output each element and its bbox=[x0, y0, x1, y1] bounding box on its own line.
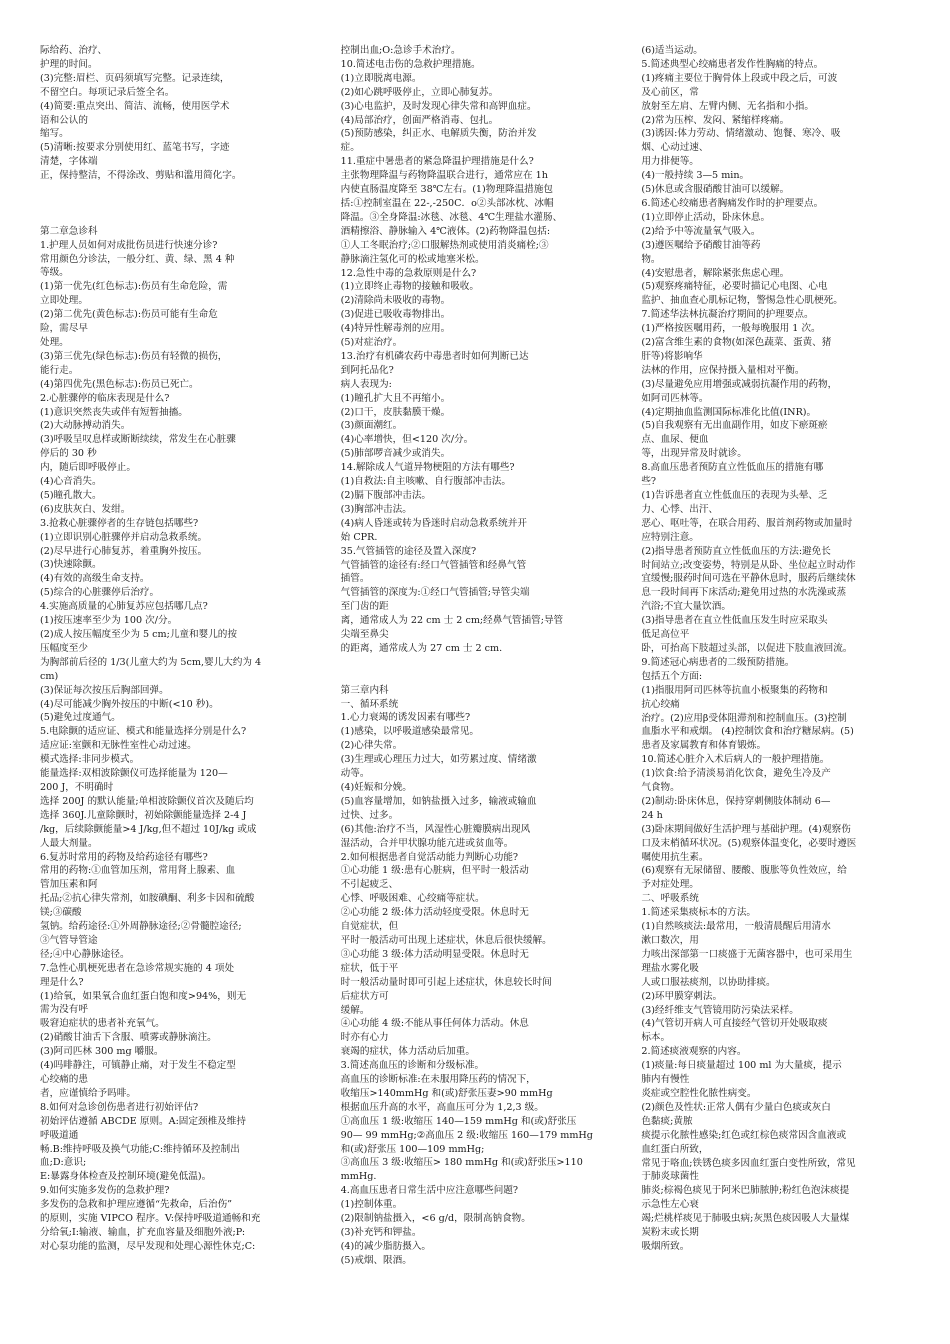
text-line: 停后的 30 秒 bbox=[40, 448, 97, 460]
text-line: (2)环甲膜穿刺法。 bbox=[641, 990, 723, 1002]
text-line: (2)制动:卧床休息，保持穿刺侧肢体制动 6— bbox=[641, 795, 831, 807]
text-line: 90— 99 mmHg;②高血压 2 级:收缩压 160—179 mmHg bbox=[340, 1129, 593, 1141]
text-column-middle bbox=[341, 44, 622, 1334]
text-line: 漱口数次，用 bbox=[641, 935, 699, 946]
text-line: 物。 bbox=[641, 253, 661, 265]
text-line: (1)自然咳痰法:最常用，一般清晨醒后用清水 bbox=[641, 921, 831, 933]
text-line: 模式选择:非同步模式。 bbox=[40, 754, 140, 766]
text-line: (4)安慰患者，解除紧张焦虑心理。 bbox=[641, 267, 790, 279]
text-line: 的距离，通常成人为 27 cm 士 2 cm. bbox=[340, 642, 503, 654]
text-line: 收缩压>140mmHg 和(或)舒张压妻>90 mmHg bbox=[340, 1087, 553, 1099]
text-line: 8.高血压患者预防直立性低血压的措施有哪 bbox=[641, 462, 824, 474]
text-line: (5)戒烟、限酒。 bbox=[340, 1254, 412, 1266]
text-line: 始 CPR. bbox=[340, 531, 378, 543]
text-line: 立即处理。 bbox=[40, 295, 88, 307]
text-line: 心绞痛的患 bbox=[40, 1074, 88, 1086]
text-line: (2)给予中等流量氧气吸入。 bbox=[641, 225, 761, 237]
text-line: (2)心律失常。 bbox=[340, 740, 403, 752]
text-line: 用力排便等。 bbox=[641, 156, 699, 168]
text-line: 一、循环系统 bbox=[340, 698, 399, 710]
text-line: 理盐水雾化吸 bbox=[641, 962, 699, 974]
text-line: 动等。 bbox=[340, 768, 370, 780]
text-line: 至门齿的距 bbox=[340, 601, 389, 613]
text-line: 口及末梢循环状况。(5)观察体温变化，必要时遵医 bbox=[641, 837, 857, 849]
text-line: 心悸、呼吸困难、心绞痛等症状。 bbox=[340, 893, 485, 905]
text-line: (4)心率增快，但<120 次/分。 bbox=[340, 434, 474, 446]
text-line: 血;D:意识; bbox=[40, 1157, 87, 1169]
text-line: (3)诱因:体力劳动、情绪激动、饱餐、寒冷、吸 bbox=[641, 128, 841, 140]
text-line: 时亦有心力 bbox=[340, 1032, 389, 1044]
text-line: 症。 bbox=[340, 142, 360, 154]
text-line: 第三章内科 bbox=[340, 684, 389, 696]
text-line: 主张物理降温与药物降温联合进行，通常应在 1h bbox=[340, 170, 548, 182]
text-line: 时间站立;改变姿势，特别是从卧、坐位起立时动作 bbox=[641, 559, 856, 571]
text-line: 湿活动，合并甲状腺功能亢进或贫血等。 bbox=[340, 837, 514, 849]
text-line: 缓解。 bbox=[340, 1004, 370, 1016]
text-line: 示急性左心衰 bbox=[641, 1199, 699, 1211]
text-line: (4)局部治疗，创面严格消毒、包扎。 bbox=[340, 114, 499, 126]
text-line: 人最大剂量。 bbox=[40, 837, 98, 849]
text-line: (1)感染，以呼吸道感染最常见。 bbox=[340, 726, 479, 738]
text-line: 炎症或空腔性化脓性病变。 bbox=[641, 1087, 757, 1099]
text-line: 等，出现异常及时就诊。 bbox=[641, 448, 747, 460]
text-line: 3.简述高血压的诊断和分级标准。 bbox=[340, 1060, 485, 1072]
text-line: 7.简述华法林抗凝治疗期间的护理要点。 bbox=[641, 309, 814, 321]
text-line: (6)其他:治疗不当，风湿性心脏瓣膜病出现风 bbox=[340, 823, 531, 835]
text-line: (1)立即识别心脏骤停并启动急救系统。 bbox=[40, 531, 208, 543]
text-line: (1)严格按医嘱用药，一般每晚服用 1 次。 bbox=[641, 323, 821, 335]
text-line: 1.护理人员如何对成批伤员进行快速分诊? bbox=[40, 239, 218, 251]
text-line: mmHg. bbox=[340, 1171, 377, 1183]
text-line: 应特别注意。 bbox=[641, 531, 699, 543]
text-line: (4)尽可能减少胸外按压的中断(<10 秒)。 bbox=[40, 698, 219, 710]
text-line: (3)遵医嘱给予硝酸甘油等药 bbox=[641, 239, 761, 251]
text-line: 者，应谨慎给予吗啡。 bbox=[40, 1087, 136, 1099]
text-line: 后症状方可 bbox=[340, 990, 389, 1002]
text-line: 肺内有慢性 bbox=[641, 1074, 690, 1086]
text-line: (2)常为压榨、发闷、紧缩样疼痛。 bbox=[641, 114, 790, 126]
text-line: 为胸部前后径的 1/3(儿童大约为 5cm,婴儿大约为 4 bbox=[40, 656, 262, 668]
text-line: (3)完整:眉栏、页码须填写完整。记录连续， bbox=[40, 72, 230, 84]
text-line: (3)快速除颤。 bbox=[40, 559, 102, 571]
text-line: 托品;②抗心律失常剂，如胺碘酮、利多卡因和硫酸 bbox=[40, 893, 255, 905]
text-line: 内，随后即呼吸停止。 bbox=[40, 462, 136, 474]
text-line: (1)立即停止活动，卧床休息。 bbox=[641, 211, 771, 223]
text-line: 正，保持整洁，不得涂改、剪贴和滥用简化字。 bbox=[40, 170, 242, 182]
text-line: (2)清除尚未吸收的毒物。 bbox=[340, 295, 451, 307]
text-line: (3)心电监护，及时发现心律失常和高钾血症。 bbox=[340, 100, 537, 112]
text-line: (3)生理或心理压力过大，如劳累过度、情绪激 bbox=[340, 754, 537, 766]
text-line: (1)告诉患者直立性低血压的表现为头晕、乏 bbox=[641, 490, 828, 501]
text-line: (2)膈下腹部冲击法。 bbox=[340, 490, 432, 501]
text-line: 适应证:室颤和无脉性室性心动过速。 bbox=[40, 740, 197, 752]
text-line: (1)痰量:每日痰量超过 100 ml 为大量痰，提示 bbox=[641, 1060, 842, 1072]
text-line: 血红蛋白所致， bbox=[641, 1143, 709, 1155]
text-column-right bbox=[641, 44, 922, 1334]
text-line: 不引起疲乏、 bbox=[340, 879, 399, 891]
text-line: (3)卧床期间做好生活护理与基础护理。(4)观察伤 bbox=[641, 823, 851, 835]
text-line: ①人工冬眠治疗;②口服解热剂或使用消炎痛栓;③ bbox=[340, 239, 549, 251]
text-line: (3)阿司匹林 300 mg 嚼服。 bbox=[40, 1046, 164, 1058]
text-line: (1)第一优先(红色标志):伤员有生命危险，需 bbox=[40, 281, 228, 293]
text-line: 8.如何对急诊创伤患者进行初始评估? bbox=[40, 1101, 199, 1113]
text-line: 内使直肠温度降至 38℃左右。(1)物理降温措施包 bbox=[340, 184, 553, 196]
text-line: 人或口服祛痰剂，以协助排痰。 bbox=[641, 976, 776, 988]
text-line: 患者及家属教育和体育锻炼。 bbox=[641, 740, 767, 752]
text-line: (1)按压速率至少为 100 次/分。 bbox=[40, 615, 178, 627]
text-line: 力咳出深部第一口痰盛于无菌容器中，也可采用生 bbox=[641, 948, 853, 960]
text-line: (6)观察有无尿储留、腰酸、腹胀等负性效应，给 bbox=[641, 865, 847, 877]
text-line: 1.心力衰竭的诱发因素有哪些? bbox=[340, 712, 471, 724]
text-line: (3)颜面潮红。 bbox=[340, 420, 403, 432]
text-line: 际给药、治疗、 bbox=[40, 45, 108, 56]
text-line: (4)定期抽血监测国际标准化比值(INR)。 bbox=[641, 406, 817, 418]
text-line: 及心前区，常 bbox=[641, 86, 699, 98]
text-line: 肺炎;棕褐色痰见于阿米巴肺脓肿;粉红色泡沫痰提 bbox=[641, 1185, 850, 1197]
text-line: 初始评估遵循 ABCDE 原则。A:固定颈椎及维持 bbox=[40, 1115, 246, 1127]
text-line: 竭;烂桃样痰见于肺吸虫病;灰黑色痰因吸人大量煤 bbox=[641, 1213, 850, 1225]
text-line: 12.急性中毒的急救原则是什么? bbox=[340, 267, 477, 279]
text-line: 到阿托品化? bbox=[340, 364, 394, 376]
text-line: (4)有效的高级生命支持。 bbox=[40, 573, 150, 585]
text-line: (4)简要:重点突出、简洁、流畅，使用医学术 bbox=[40, 100, 230, 112]
text-line: 酒精擦浴、静脉输入 4℃液体。(2)药物降温包括: bbox=[340, 225, 551, 237]
text-line: 对心泵功能的监测，尽早发现和处理心源性休克;C: bbox=[40, 1240, 256, 1252]
blank-line bbox=[341, 670, 622, 684]
text-line: 些? bbox=[641, 476, 657, 488]
text-line: (4)特异性解毒剂的应用。 bbox=[340, 323, 451, 335]
text-line: 的原则，实施 VIPCO 程序。V:保持呼吸道通畅和充 bbox=[40, 1213, 261, 1225]
blank-line bbox=[40, 183, 321, 197]
text-line: 控制出血;O:急诊手术治疗。 bbox=[340, 45, 461, 56]
text-line: 7.急性心肌梗死患者在急诊常规实施的 4 项处 bbox=[40, 962, 235, 974]
text-line: 理是什么? bbox=[40, 976, 84, 988]
text-line: 尖端至鼻尖 bbox=[340, 629, 389, 641]
text-line: (2)指导患者预防直立性低血压的方法:避免长 bbox=[641, 545, 831, 557]
text-line: 1.简述采集痰标本的方法。 bbox=[641, 907, 757, 919]
text-line: (2)大动脉搏动消失。 bbox=[40, 420, 131, 432]
text-line: (2)如心跳呼吸停止，立即心肺复苏。 bbox=[340, 86, 499, 98]
text-line: 等级。 bbox=[40, 267, 69, 279]
text-line: ②心功能 2 级:体力活动轻度受限。休息时无 bbox=[340, 907, 529, 919]
text-line: 径;④中心静脉途径。 bbox=[40, 948, 130, 960]
text-line: 力、心悸、出汗、 bbox=[641, 503, 719, 515]
text-line: (5)肺部啰音减少或消失。 bbox=[340, 448, 451, 460]
text-line: (1)瞳孔扩大且不再缩小。 bbox=[340, 392, 451, 404]
text-line: (4)病人昏迷或转为昏迷时启动急救系统并开 bbox=[340, 517, 527, 529]
text-line: 9.简述冠心病患者的二级预防措施。 bbox=[641, 656, 795, 668]
text-line: 时一般活动量时即可引起上述症状，休息较长时间 bbox=[340, 976, 552, 988]
text-line: 24 h bbox=[641, 809, 663, 821]
text-line: 根据血压升高的水平，高血压可分为 1,2,3 级。 bbox=[340, 1101, 544, 1113]
text-line: 降温。③全身降温:冰毯、冰毯、4℃生理盐水灌肠、 bbox=[340, 211, 563, 223]
text-line: 点、血尿、便血 bbox=[641, 434, 709, 446]
text-line: (2)硝酸甘油舌下含服、喷雾或静脉滴注。 bbox=[40, 1032, 217, 1044]
text-line: (5)预防感染，纠正水、电解质失衡，防治并发 bbox=[340, 128, 537, 140]
text-line: (3)保证每次按压后胸部回弹。 bbox=[40, 684, 169, 696]
text-line: 包括五个方面: bbox=[641, 670, 703, 682]
text-line: 嘱使用抗生素。 bbox=[641, 851, 709, 863]
text-line: 处理。 bbox=[40, 336, 69, 348]
text-line: (3)补充钙和钾盐。 bbox=[340, 1227, 422, 1238]
text-line: 卧，可抬高下肢超过头部，以促进下肢血液回流。 bbox=[641, 642, 853, 654]
text-line: 吸烟所致。 bbox=[641, 1240, 690, 1252]
text-line: cm) bbox=[40, 670, 59, 682]
text-line: 常见于咯血;铁锈色痰多因血红蛋白变性所致，常见 bbox=[641, 1157, 856, 1169]
text-line: 抗心绞痛 bbox=[641, 698, 680, 710]
text-line: 多发伤的急救和护理应遵循“先救命，后治伤” bbox=[40, 1199, 233, 1211]
text-line: 能量选择:双相波除颤仪可选择能量为 120— bbox=[40, 768, 228, 780]
text-line: 自觉症状，但 bbox=[340, 921, 399, 933]
text-line: 5.简述典型心绞痛患者发作性胸痛的特点。 bbox=[641, 58, 824, 70]
text-line: (1)意识突然丧失或伴有短暂抽搐。 bbox=[40, 406, 188, 418]
text-line: 气管插管的深度为:①经口气管插管;导管尖端 bbox=[340, 587, 530, 599]
text-line: (4)气管切开病人可直接经气管切开处吸取痰 bbox=[641, 1018, 828, 1030]
text-line: 高血压的诊断标准:在未服用降压药的情况下， bbox=[340, 1074, 536, 1086]
text-line: (3)经纤维支气管镜用防污染法采样。 bbox=[641, 1004, 799, 1016]
text-line: 气管插管的途径有:经口气管插管和经鼻气管 bbox=[340, 559, 527, 571]
text-line: 缩写。 bbox=[40, 128, 69, 140]
text-line: ③气管导管途 bbox=[40, 934, 98, 946]
text-line: 和(或)舒张压 100—109 mmHg; bbox=[340, 1143, 485, 1155]
text-line: (4)一般持续 3—5 min。 bbox=[641, 170, 750, 182]
text-line: 4.高血压患者日常生活中应注意哪些问题? bbox=[340, 1185, 519, 1197]
text-line: 平时一般活动可出现上述症状，休息后很快缓解。 bbox=[340, 934, 552, 946]
text-line: (1)给氧，如果氧合血红蛋白饱和度>94%，则无 bbox=[40, 990, 247, 1002]
text-line: (5)观察疼痛特征，必要时描记心电图、心电 bbox=[641, 281, 828, 293]
text-line: 4.实施高质量的心肺复苏应包括哪几点? bbox=[40, 601, 208, 613]
text-line: 语和公认的 bbox=[40, 114, 88, 126]
text-line: (2)颜色及性状:正常人偶有少量白色痰或灰白 bbox=[641, 1101, 831, 1113]
text-line: 6.简述心绞痛患者胸痛发作时的护理要点。 bbox=[641, 197, 824, 209]
text-line: 险，需尽早 bbox=[40, 323, 88, 335]
text-line: E:暴露身体检查及控制环境(避免低温)。 bbox=[40, 1171, 212, 1183]
text-line: 离，通常成人为 22 cm 士 2 cm;经鼻气管插管;导管 bbox=[340, 615, 564, 627]
text-line: 镁;③碳酸 bbox=[40, 907, 82, 919]
text-line: 烟、心动过速、 bbox=[641, 142, 709, 154]
text-line: 衰竭的症状，体力活动后加重。 bbox=[340, 1046, 475, 1058]
text-line: ④心功能 4 级:不能从事任何体力活动。休息 bbox=[340, 1018, 529, 1030]
text-line: 炭粉末或长期 bbox=[641, 1227, 699, 1239]
text-line: 括:①控制室温在 22-,-250C．o②头部冰枕、冰帽 bbox=[340, 197, 554, 209]
text-line: ③高血压 3 级:收缩压> 180 mmHg 和(或)舒张压>110 bbox=[340, 1157, 583, 1169]
text-line: 2.心脏骤停的临床表现是什么? bbox=[40, 392, 170, 404]
text-line: 监护、抽血查心肌标记物，警惕急性心肌梗死。 bbox=[641, 295, 843, 307]
text-line: 10.简述心脏介入术后病人的一般护理措施。 bbox=[641, 754, 830, 766]
text-line: (3)尽量避免应用增强或减弱抗凝作用的药物， bbox=[641, 378, 838, 390]
text-line: (5)清晰:按要求分别使用红、蓝笔书写，字迹 bbox=[40, 142, 230, 154]
text-line: (6)适当运动。 bbox=[641, 45, 703, 56]
text-line: 标本。 bbox=[641, 1032, 671, 1044]
text-line: (1)饮食:给予清淡易消化饮食，避免生冷及产 bbox=[641, 768, 831, 780]
text-line: 常用的药物:①血管加压剂，常用肾上腺素、血 bbox=[40, 865, 236, 877]
text-line: (2)尽早进行心肺复苏，着重胸外按压。 bbox=[40, 545, 208, 557]
text-line: 2.简述痰液观察的内容。 bbox=[641, 1046, 747, 1058]
text-line: 呼吸道通 bbox=[40, 1129, 79, 1141]
text-line: ③心功能 3 级:体力活动明显受限。休息时无 bbox=[340, 948, 529, 960]
text-line: (2)成人按压幅度至少为 5 cm;儿童和婴儿的按 bbox=[40, 629, 237, 641]
text-line: (4)妊娠和分娩。 bbox=[340, 782, 412, 793]
text-line: 清楚，字体端 bbox=[40, 156, 98, 168]
text-line: 恶心、呕吐等，在联合用药、服首剂药物或加量时 bbox=[641, 517, 853, 529]
text-line: 畅.B:维持呼吸及换气功能;C:维持循环及控制出 bbox=[40, 1143, 240, 1155]
text-line: (1)疼痛主要位于胸骨体上段或中段之后，可波 bbox=[641, 72, 838, 84]
text-line: (6)皮肤灰白、发绀。 bbox=[40, 503, 131, 515]
text-line: 过快、过多。 bbox=[340, 809, 399, 821]
text-line: 护理的时间。 bbox=[40, 58, 98, 70]
text-line: (5)血容量增加，如钠盐摄入过多，输液或输血 bbox=[340, 795, 537, 807]
text-line: 汽浴;不宜大量饮酒。 bbox=[641, 601, 731, 613]
text-line: 病人表现为: bbox=[340, 378, 392, 390]
text-line: ①心功能 1 级:患有心脏病，但平时一般活动 bbox=[340, 865, 529, 877]
text-line: 血脂水平和戒烟。 (4)控制饮食和治疗糖尿病。(5) bbox=[641, 726, 854, 738]
text-line: 能行走。 bbox=[40, 364, 79, 376]
text-line: /kg，后续除颤能量>4 J/kg,但不超过 10J/kg 或成 bbox=[40, 823, 257, 835]
text-line: (2)口干，皮肤黏膜干燥。 bbox=[340, 406, 451, 418]
text-line: (5)避免过度通气。 bbox=[40, 712, 121, 724]
text-line: 管加压素和阿 bbox=[40, 879, 98, 891]
text-line: 3.抢救心脏骤停者的生存链包括哪些? bbox=[40, 517, 199, 529]
text-line: 色黏痰;黄脓 bbox=[641, 1115, 693, 1127]
text-line: 需为没有呼 bbox=[40, 1004, 88, 1016]
blank-line bbox=[40, 197, 321, 211]
text-line: 10.简述电击伤的急救护理措施。 bbox=[340, 58, 481, 70]
text-line: (3)指导患者在直立性低血压发生时应采取头 bbox=[641, 615, 828, 627]
text-line: (5)瞳孔散大。 bbox=[40, 489, 102, 501]
text-line: 插管。 bbox=[340, 573, 370, 585]
text-line: 选择 200J 的默认能量;单相波除颤仪首次及随后均 bbox=[40, 795, 254, 807]
text-line: (3)呼吸呈叹息样或断断续续，常发生在心脏骤 bbox=[40, 434, 236, 446]
text-line: 常用颜色分诊法，一般分红、黄、绿、黑 4 种 bbox=[40, 253, 235, 265]
text-line: 200 J，不明确时 bbox=[40, 781, 114, 793]
text-line: 11.重症中暑患者的紧急降温护理措施是什么? bbox=[340, 156, 534, 168]
text-line: 2.如何根据患者自觉活动能力判断心功能? bbox=[340, 851, 519, 863]
text-line: 宜缓慢;服药时间可选在平静休息时，服药后继续休 bbox=[641, 573, 856, 585]
text-line: 治疗。(2)应用β受体阻滞剂和控制血压。(3)控制 bbox=[641, 712, 847, 724]
text-column-left bbox=[40, 44, 321, 1334]
blank-line bbox=[341, 656, 622, 670]
text-line: (1)立即脱离电源。 bbox=[340, 72, 422, 84]
text-line: (1)立即终止毒物的接触和吸收。 bbox=[340, 281, 479, 293]
text-line: 6.复苏时常用的药物及给药途径有哪些? bbox=[40, 851, 208, 863]
text-line: 5.电除颤的适应证、模式和能量选择分别是什么? bbox=[40, 726, 247, 738]
text-line: (5)休息或含服硝酸甘油可以缓解。 bbox=[641, 184, 790, 196]
text-line: (3)促进已吸收毒物排出。 bbox=[340, 309, 451, 321]
text-line: ①高血压 1 级:收缩压 140—159 mmHg 和(或)舒张压 bbox=[340, 1115, 577, 1127]
text-line: 二、呼吸系统 bbox=[641, 893, 699, 905]
text-line: (1)指服用阿司匹林等抗血小板聚集的药物和 bbox=[641, 684, 828, 696]
text-line: 予对症处理。 bbox=[641, 879, 699, 891]
text-line: 不留空白。每项记录后签全名。 bbox=[40, 86, 175, 98]
text-line: (5)对症治疗。 bbox=[340, 337, 403, 349]
text-line: 压幅度至少 bbox=[40, 642, 88, 654]
text-line: (2)富含维生素的食物(如深色蔬菜、蛋黄、猪 bbox=[641, 337, 832, 349]
text-line: 第二章急诊科 bbox=[40, 225, 98, 237]
text-line: 症状，低于平 bbox=[340, 962, 399, 974]
text-line: (2)第二优先(黄色标志):伤员可能有生命危 bbox=[40, 309, 218, 321]
text-line: 吸窘迫症状的患者补充氧气。 bbox=[40, 1018, 165, 1030]
text-line: (4)第四优先(黑色标志):伤员已死亡。 bbox=[40, 378, 199, 390]
text-line: 法林的作用，应保持摄入量相对平衡。 bbox=[641, 364, 805, 376]
text-line: 14.解除成人气道异物梗阻的方法有哪些? bbox=[340, 462, 515, 474]
text-line: 如阿司匹林等。 bbox=[641, 392, 709, 404]
text-line: (5)综合的心脏骤停后治疗。 bbox=[40, 587, 160, 599]
text-line: 低足高位平 bbox=[641, 629, 690, 641]
text-line: (4)的减少脂肪摄入。 bbox=[340, 1240, 432, 1252]
text-line: 35.气管插管的途径及置入深度? bbox=[340, 545, 477, 557]
text-line: 于肺炎球菌性 bbox=[641, 1171, 699, 1183]
blank-line bbox=[40, 211, 321, 225]
text-line: (4)心音消失。 bbox=[40, 476, 102, 488]
text-line: 息一段时间再下床活动;避免用过热的水洗澡或蒸 bbox=[641, 587, 847, 599]
text-line: 分给氧;I:输液、输血，扩充血容量及细胞外液;P: bbox=[40, 1226, 246, 1238]
text-line: 9.如何实施多发伤的急救护理? bbox=[40, 1185, 170, 1197]
text-line: (5)自我观察有无出血副作用，如皮下瘀斑瘀 bbox=[641, 420, 828, 432]
text-line: (1)控制体重。 bbox=[340, 1199, 403, 1211]
text-line: 选择 360J.儿童除颤时，初始除颤能量选择 2-4 J bbox=[40, 809, 247, 821]
text-line: 肝等)将影响华 bbox=[641, 350, 703, 362]
text-line: 氢钠。给药途径:①外周静脉途径;②骨髓腔途径; bbox=[40, 921, 242, 933]
text-line: 放射至左肩、左臂内侧、无名指和小指。 bbox=[641, 100, 815, 112]
text-line: 静脉滴注氢化可的松或地塞米松。 bbox=[340, 253, 485, 265]
text-line: 痰提示化脓性感染;红色或红棕色痰常因含血液或 bbox=[641, 1129, 847, 1141]
text-line: (4)吗啡静注，可镇静止痛，对于发生不稳定型 bbox=[40, 1060, 236, 1072]
text-line: (2)限制钠盐摄入，<6 g/d，限制高钠食物。 bbox=[340, 1213, 531, 1225]
text-line: (3)胸部冲击法。 bbox=[340, 503, 412, 515]
text-line: 气食物。 bbox=[641, 782, 680, 794]
text-line: 13.治疗有机磷农药中毒患者时如何判断已达 bbox=[340, 350, 529, 362]
text-line: (3)第三优先(绿色标志):伤员有轻微的损伤， bbox=[40, 350, 228, 362]
text-line: (1)自救法:自主咳嗽、自行腹部冲击法。 bbox=[340, 476, 511, 488]
